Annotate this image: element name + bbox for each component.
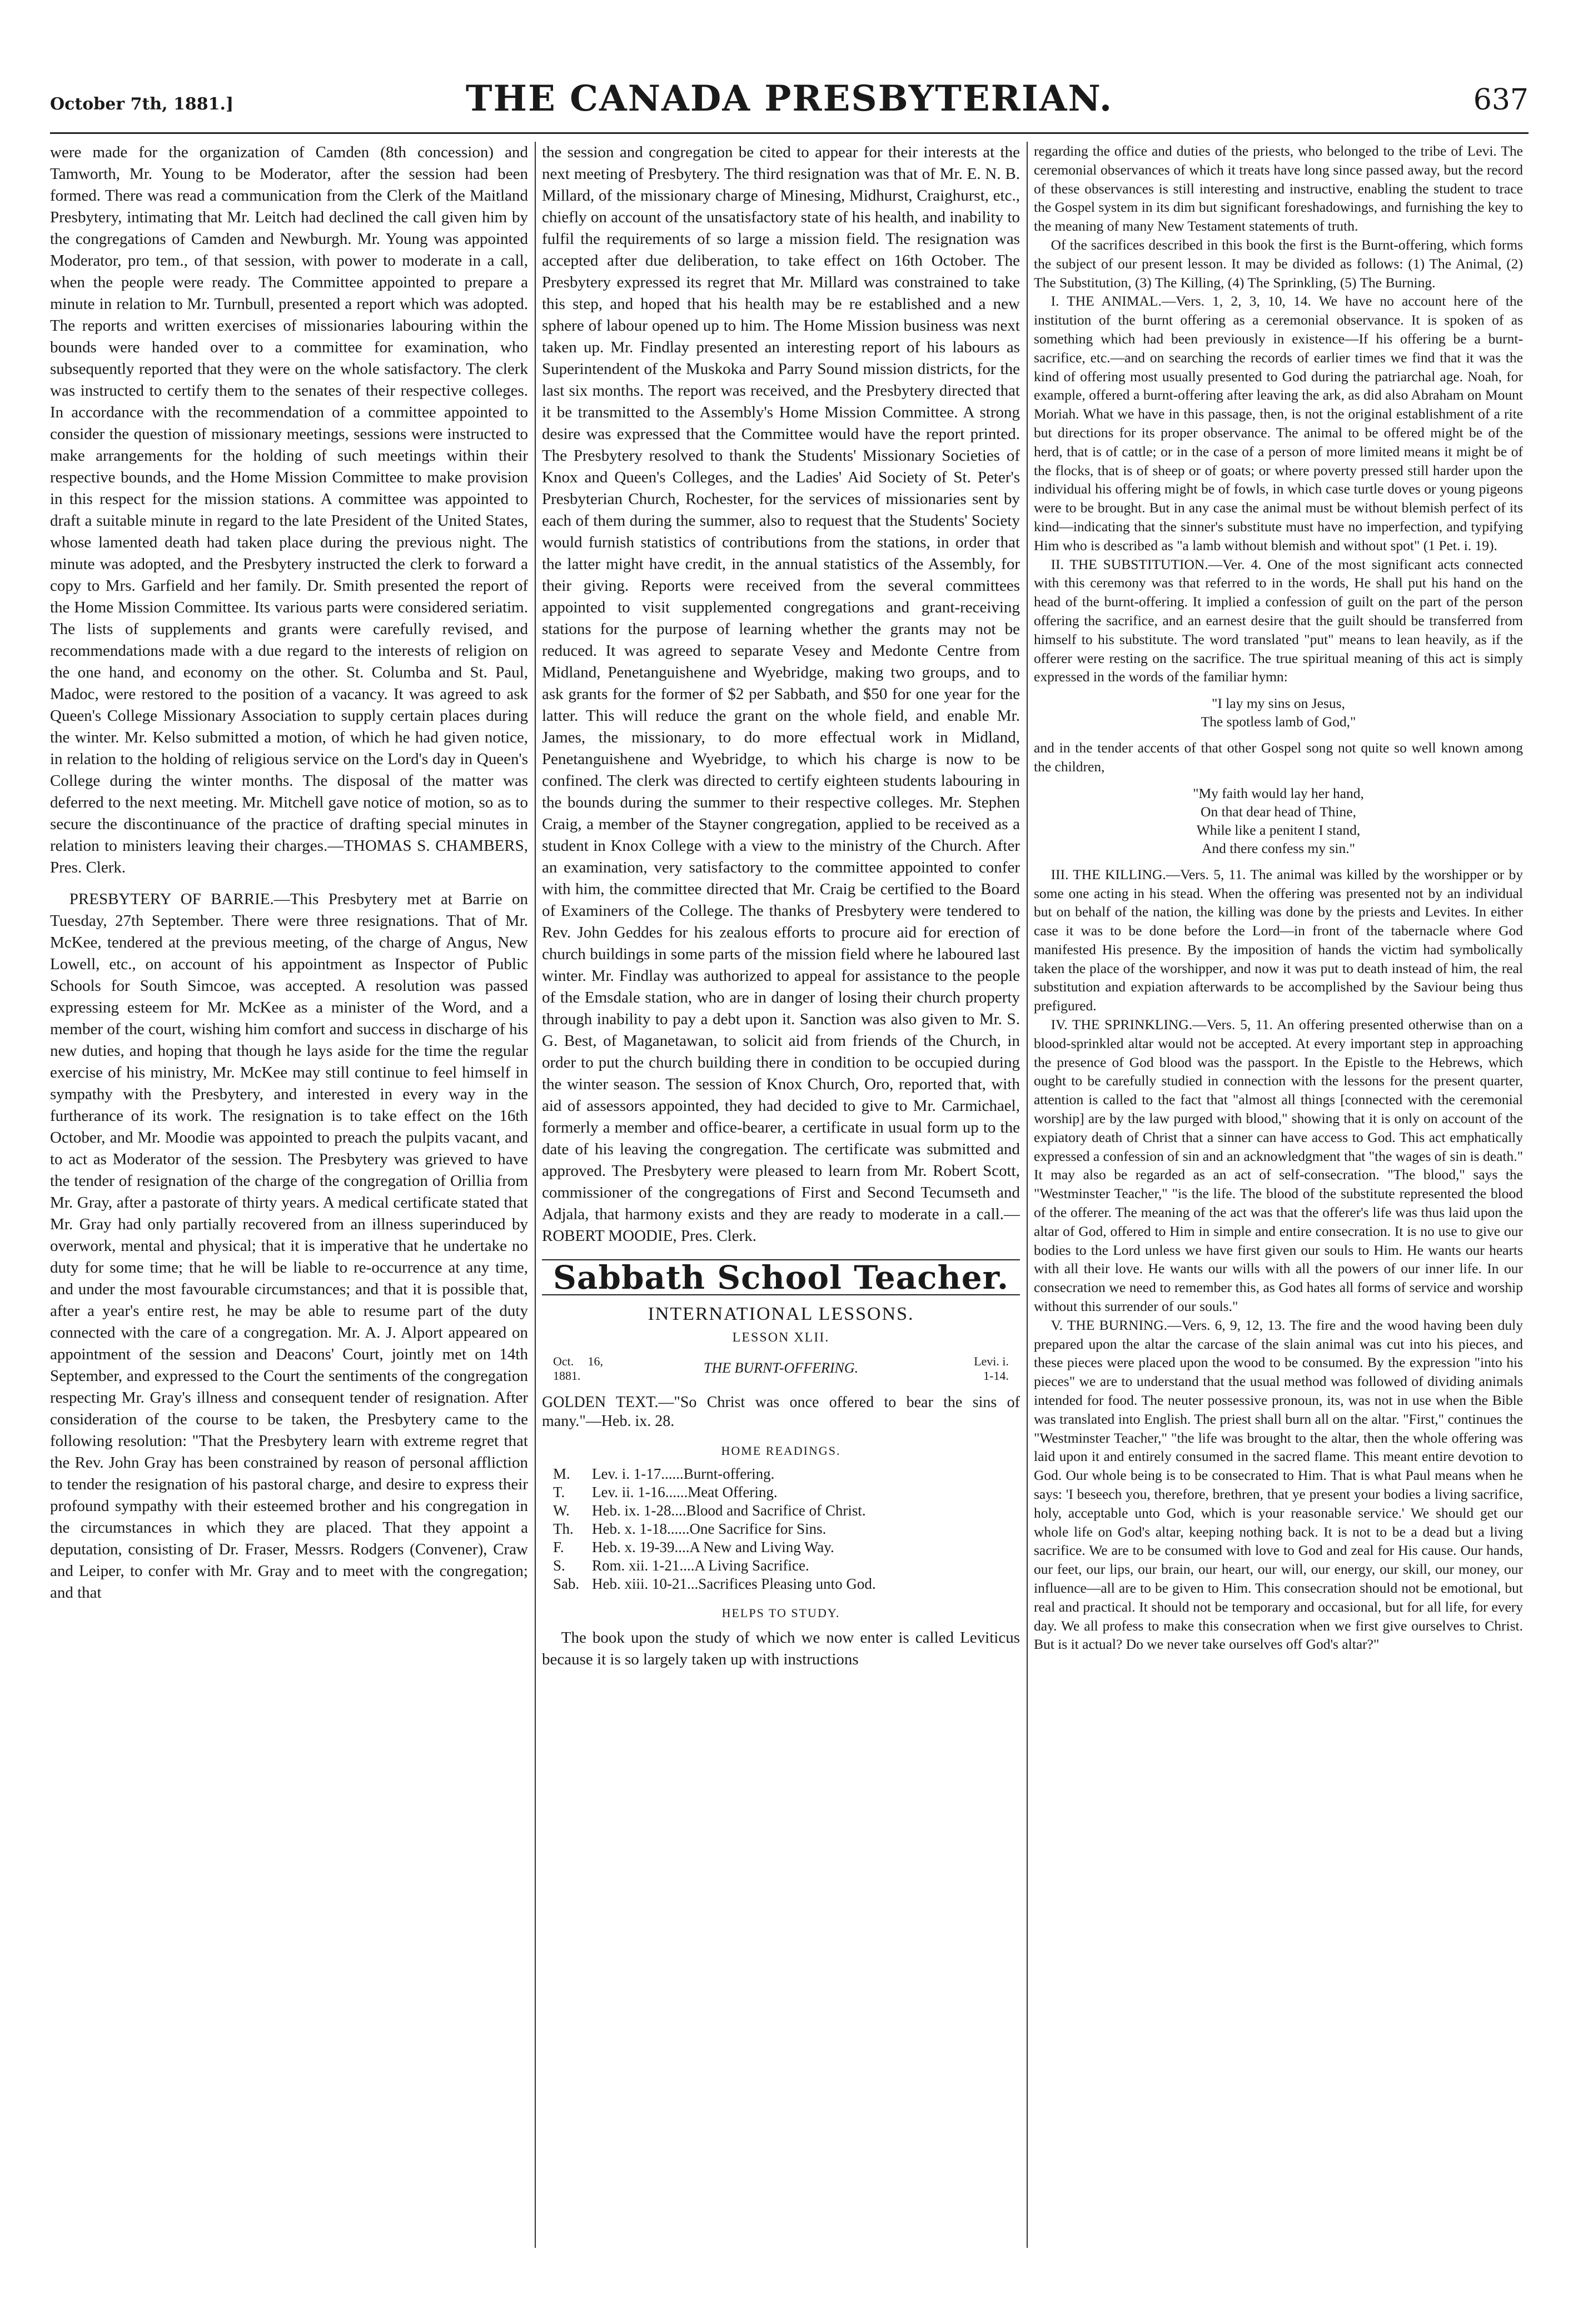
lesson-number: LESSON XLII. bbox=[732, 1330, 830, 1345]
newspaper-title: THE CANADA PRESBYTERIAN. bbox=[465, 78, 1113, 119]
gospel-song-quote bbox=[1034, 784, 1523, 857]
reading-item bbox=[553, 1538, 1020, 1557]
hymn-quote bbox=[1034, 694, 1523, 731]
reading-text: Lev. ii. 1-16......Meat Offering. bbox=[592, 1484, 778, 1500]
section-substitution: II. THE SUBSTITUTION.—Ver. 4. One of the most significant acts connected with this ceremony was that referred to in the words, He shall put his hand on the head of the burnt-offering. It implied a confession of guilt on the part of the person offering the sacrifice, and an earnest desire that the guilt should be transferred from himself to his substitute. The word translated "put" means to lean heavily, as if the offerer were resting on the sacrifice. The true spiritual meaning of this act is simply expressed in the words of the familiar hymn: bbox=[1034, 556, 1523, 685]
page-number: 637 bbox=[1473, 83, 1529, 117]
golden-text: GOLDEN TEXT.—"So Christ was once offered to bear the sins of many."—Heb. ix. 28. bbox=[542, 1394, 1020, 1430]
reading-text: Heb. x. 19-39....A New and Living Way. bbox=[592, 1539, 834, 1555]
reading-text: Heb. xiii. 10-21...Sacrifices Pleasing unto God. bbox=[592, 1575, 876, 1592]
reading-day: S. bbox=[553, 1557, 565, 1574]
lesson-title: THE BURNT-OFFERING. bbox=[703, 1360, 859, 1376]
hymn-line: The spotless lamb of God," bbox=[1201, 714, 1356, 730]
reading-text: Lev. i. 1-17......Burnt-offering. bbox=[592, 1465, 775, 1482]
lesson-divisions: Of the sacrifices described in this book the first is the Burnt-offering, which forms the subject of our present lesson. It may be divided as follows: (1) The Animal, (2) The Substitution, (3) The Killing, (4) The Sprinkling, (5) The Burning. bbox=[1034, 236, 1523, 291]
sabbath-school-section bbox=[542, 1259, 1020, 1670]
section-title: Sabbath School Teacher. bbox=[542, 1267, 1020, 1295]
issue-date: October 7th, 1881.] bbox=[50, 94, 234, 114]
section-sprinkling: IV. THE SPRINKLING.—Vers. 5, 11. An offering presented otherwise than on a blood-sprinkled altar would not be accepted. At every important step in approaching the presence of God blood was the passport. In the Epistle to the Hebrews, which ought to be carefully studied in connection with the lessons for the present quarter, attention is called to the fact that "almost all things [connected with the ceremonial worship] are by the law purged with blood," showing that it is only on account of the expiatory death of Christ that a sinner can have access to God. This act emphatically expressed a confession of sin and an acknowledgment that "the wages of sin is death." It may also be regarded as an act of self-consecration. "The blood," says the "Westminster Teacher," "is the life. The blood of the substitute represented the blood of the offerer. The meaning of the act was that the offerer's life was thus laid upon the altar of God, offered to Him in simple and entire consecration. It is no use to give our bodies to the Lord unless we have first given our souls to Him. He wants our hearts with all their love. He wants our wills with all the powers of our inner life. In our consecration we need to remember this, as God hates all forms of service and worship without this surrender of our souls." bbox=[1034, 1016, 1523, 1315]
header-rule bbox=[50, 132, 1529, 134]
column-middle bbox=[542, 142, 1020, 2253]
reading-text: Heb. x. 1-18......One Sacrifice for Sins. bbox=[592, 1520, 827, 1537]
reading-day: W. bbox=[553, 1502, 570, 1519]
helps-to-study-heading: HELPS TO STUDY. bbox=[721, 1606, 840, 1620]
column-divider bbox=[535, 142, 536, 2248]
lesson-date: Oct. 16, 1881. bbox=[553, 1354, 603, 1383]
column-right bbox=[1034, 142, 1523, 2253]
section-killing: III. THE KILLING.—Vers. 5, 11. The animal was killed by the worshipper or by some one acting in his stead. When the offering was presented not by an individual but on behalf of the nation, the killing was done by the priests and Levites. In either case it was to be done before the Lord—in front of the tabernacle where God manifested His presence. By the imposition of hands the victim had symbolically taken the place of the worshipper, and now it was put to death instead of him, the real substitution and expiation afterwards to be accomplished by the Saviour being thus prefigured. bbox=[1034, 866, 1523, 1014]
kingston-presbytery-report: were made for the organization of Camden (8th concession) and Tamworth, Mr. Young to be Moderator, after the session had been formed. There was read a communication from the Clerk of the Maitland Presbytery, intimating that Mr. Leitch had declined the call given him by the congregations of Camden and Newburgh. Mr. Young was appointed Moderator, pro tem., of that session, with power to moderate in a call, when the people were ready. The Committee appointed to prepare a minute in relation to Mr. Turnbull, presented a report which was adopted. The reports and written exercises of missionaries labouring within the bounds were handed over to a committee for examination, who subsequently reported that they were on the whole satisfactory. The clerk was instructed to certify them to the senates of their respective colleges. In accordance with the recommendation of a committee appointed to consider the question of missionary meetings, sessions were instructed to make arrangements for the holding of such meetings within their respective bounds, and the Home Mission Committee to make provision in this respect for the mission stations. A committee was appointed to draft a suitable minute in regard to the late President of the United States, whose lamented death had taken place during the previous night. The minute was adopted, and the Presbytery instructed the clerk to forward a copy to Mrs. Garfield and her family. Dr. Smith presented the report of the Home Mission Committee. Its various parts were considered seriatim. The lists of supplements and grants were carefully revised, and recommendations made with a due regard to the interests of religion on the one hand, and economy on the other. St. Columba and St. Paul, Madoc, were restored to the position of a vacancy. It was agreed to ask Queen's College Missionary Association to supply certain places during the winter. Mr. Kelso submitted a motion, of which he had given notice, in relation to the holding of religious service on the Lord's day in Queen's College during the winter months. The disposal of the matter was deferred to the next meeting. Mr. Mitchell gave notice of motion, so as to secure the discontinuance of the practice of drafting special minutes in relation to ministers leaving their charges.—THOMAS S. CHAMBERS, Pres. Clerk. bbox=[50, 143, 528, 876]
hymn-line: "I lay my sins on Jesus, bbox=[1212, 695, 1345, 712]
reading-item bbox=[553, 1520, 1020, 1538]
international-lessons-heading: INTERNATIONAL LESSONS. bbox=[648, 1304, 914, 1324]
section-burning: V. THE BURNING.—Vers. 6, 9, 12, 13. The fire and the wood having been duly prepared upon the altar the carcase of the slain animal was cut into his pieces, and these pieces were placed upon the wood to be consumed. By the expression "into his pieces" we are to understand that the usual method was followed of dividing animals intended for food. The neuter possessive pronoun, its, was not in use when the Bible was translated into English. The priest shall burn all on the altar. "First," continues the "Westminster Teacher," "the life was brought to the altar, then the whole offering was laid upon it and entirely consumed in the sacred flame. This meant entire devotion to God. Our whole being is to be consecrated to Him. That is what Paul means when he says: 'I beseech you, therefore, brethren, that ye present your bodies a living sacrifice, holy, acceptable unto God, which is your reasonable service.' We should get our whole life on God's altar, keeping nothing back. It is not to be a dead but a living sacrifice. We are to be consumed with love to God and zeal for His cause. Our hands, our feet, our lips, our brain, our heart, our will, our energy, our skill, our money, our influence—all are to be given to Him. This consecration should not be emotional, but real and practical. It should not be temporary and occasional, but for all life, for every day. We all profess to make this consecration when we first give ourselves to Christ. But is it actual? Do we never take ourselves off God's altar?" bbox=[1034, 1316, 1523, 1653]
reading-day: M. bbox=[553, 1465, 570, 1482]
song-line: "My faith would lay her hand, bbox=[1193, 785, 1364, 801]
reading-text: Heb. ix. 1-28....Blood and Sacrifice of Christ. bbox=[592, 1502, 866, 1519]
reading-item bbox=[553, 1575, 1020, 1593]
helps-to-study-text: The book upon the study of which we now enter is called Leviticus because it is so largely taken up with instructions bbox=[542, 1629, 1020, 1668]
home-readings-heading: HOME READINGS. bbox=[721, 1444, 841, 1458]
barrie-presbytery-continued: the session and congregation be cited to appear for their interests at the next meeting of Presbytery. The third resignation was that of Mr. E. N. B. Millard, of the missionary charge of Minesing, Midhurst, Craighurst, etc., chiefly on account of the unsatisfactory state of his health, and inability to fulfil the requirements of so large a mission field. The resignation was accepted after due deliberation, to take effect on 16th October. The Presbytery expressed its regret that Mr. Millard was constrained to take this step, and hoped that his health may be re established and a new sphere of labour opened up to him. The Home Mission business was next taken up. Mr. Findlay presented an interesting report of his labours as Superintendent of the Muskoka and Parry Sound mission districts, for the last six months. The report was received, and the Presbytery directed that it be transmitted to the Assembly's Home Mission Committee. A strong desire was expressed that the Committee would have the report printed. The Presbytery resolved to thank the Students' Missionary Societies of Knox and Queen's Colleges, and the Ladies' Aid Society of St. Peter's Presbyterian Church, Rochester, for the services of missionaries sent by each of them during the summer, also to request that the Students' Society would furnish statistics of contributions from the stations, in order that the latter might have credit, in the annual statistics of the Assembly, for their giving. Reports were received from the several committees appointed to visit supplemented congregations and grant-receiving stations for the purpose of learning whether the grants may not be reduced. It was agreed to separate Vesey and Medonte Centre from Midland, Penetanguishene and Wyebridge, making two groups, and to ask grants for the former of $2 per Sabbath, and $50 for one year for the latter. This will reduce the grant on the whole field, and enable Mr. James, the missionary, to do more effectual work in Midland, Penetanguishene and Wyebridge, to which his charge is now to be confined. The clerk was directed to certify eighteen students labouring in the bounds during the summer to their respective colleges. Mr. Stephen Craig, a member of the Stayner congregation, applied to be received as a student in Knox College with a view to the ministry of the Church. After an examination, very satisfactory to the committee appointed to confer with him, the committee directed that Mr. Craig be certified to the Board of Examiners of the College. The thanks of Presbytery were tendered to Rev. John Geddes for his zealous efforts to procure aid for erection of church buildings in some parts of the mission field where he laboured last winter. Mr. Findlay was authorized to appeal for assistance to the people of the Emsdale station, who are in danger of losing their church property through inability to pay a debt upon it. Sanction was also given to Mr. S. G. Best, of Maganetawan, to solicit aid from friends of the Church, in order to put the church building there in condition to be occupied during the winter season. The session of Knox Church, Oro, reported that, with aid of assessors appointed, they had decided to give to Mr. Carmichael, formerly a member and office-bearer, a certificate in usual form up to the date of his leaving the congregation. The certificate was submitted and approved. The Presbytery were pleased to learn from Mr. Robert Scott, commissioner of the congregations of First and Second Tecumseth and Adjala, that harmony exists and they are ready to moderate in a call.—ROBERT MOODIE, Pres. Clerk. bbox=[542, 143, 1020, 1245]
reading-day: T. bbox=[553, 1484, 565, 1500]
reading-text: Rom. xii. 1-21....A Living Sacrifice. bbox=[592, 1557, 809, 1574]
lesson-commentary-intro: regarding the office and duties of the priests, who belonged to the tribe of Levi. The ceremonial observances of which it treats have long since passed away, but the record of these observances is still interesting and instructive, enabling the student to trace the Gospel system in its dim but significant foreshadowings, and furnishing the key to the meaning of many New Testament statements of truth. bbox=[1034, 143, 1523, 235]
reading-day: Th. bbox=[553, 1520, 574, 1537]
section-animal: I. THE ANIMAL.—Vers. 1, 2, 3, 10, 14. We have no account here of the institution of the burnt offering as a ceremonial observance. It is spoken of as something which had been previously in existence—If his offering be a burnt-sacrifice, etc.—and on searching the records of earlier times we find that it was the kind of offering most usually presented to God during the patriarchal age. Noah, for example, offered a burnt-offering after leaving the ark, as did also Abraham on Mount Moriah. What we have in this passage, then, is not the original establishment of a rite but directions for its proper observance. The animal to be offered might be of the herd, that is of cattle; or in the case of a person of more limited means it might be of the flocks, that is of sheep or of goats; or where poverty pressed still harder upon the individual his offering might be of fowls, in which case turtle doves or young pigeons were to be brought. But in any case the animal must be without blemish perfect of its kind—indicating that the sinner's substitute must have no imperfection, and typifying Him who is described as "a lamb without blemish and without spot" (1 Pet. i. 19). bbox=[1034, 293, 1523, 553]
reading-item bbox=[553, 1465, 1020, 1483]
barrie-presbytery-report: PRESBYTERY OF BARRIE.—This Presbytery met at Barrie on Tuesday, 27th September. There were three resignations. That of Mr. McKee, tendered at the previous meeting, of the charge of Angus, New Lowell, etc., on account of his appointment as Inspector of Public Schools for South Simcoe, was accepted. A resolution was passed expressing esteem for Mr. McKee as a minister of the Word, and a member of the court, wishing him comfort and success in discharge of his new duties, and hoping that though he lays aside for the time the regular exercise of his ministry, Mr. McKee may still continue to feel himself in sympathy with the Presbytery, and interested in every way in the furtherance of its work. The resignation is to take effect on the 16th October, and Mr. Moodie was appointed to preach the pulpits vacant, and to act as Moderator of the session. The Presbytery was grieved to have the tender of resignation of the charge of the congregation of Orillia from Mr. Gray, after a pastorate of thirty years. A medical certificate stated that Mr. Gray had only partially recovered from an illness superinduced by overwork, mental and physical; that it is imperative that he undertake no duty for some time; that he will be liable to re-occurrence at any time, and under the most favourable circumstances; and that it is possible that, after a year's entire rest, he may be able to resume part of the duty connected with the care of a congregation. Mr. A. J. Alport appeared on appointment of the session and Deacons' Court, jointly met on 14th September, and expressed to the Court the sentiments of the congregation respecting Mr. Gray's illness and consequent tender of resignation. After consideration of the course to be taken, the Presbytery came to the following resolution: "That the Presbytery learn with extreme regret that the Rev. John Gray has been constrained by reason of personal affliction to tender the resignation of his pastoral charge, and desire to express their profound sympathy with their esteemed brother and his congregation in the circumstances in which they are placed. That they appoint a deputation, consisting of Dr. Fraser, Messrs. Rodgers (Convener), Craw and Leiper, to confer with Mr. Gray and to meet with the congregation; and that bbox=[50, 890, 528, 1602]
reading-item bbox=[553, 1557, 1020, 1575]
song-line: On that dear head of Thine, bbox=[1201, 803, 1356, 820]
hymn-transition: and in the tender accents of that other Gospel song not quite so well known among the children, bbox=[1034, 740, 1523, 775]
song-line: And there confess my sin." bbox=[1202, 840, 1355, 856]
lesson-header bbox=[542, 1354, 1020, 1388]
column-divider bbox=[1027, 142, 1028, 2248]
song-line: While like a penitent I stand, bbox=[1196, 821, 1361, 838]
reading-day: Sab. bbox=[553, 1575, 580, 1592]
column-left bbox=[50, 142, 528, 2253]
reading-item bbox=[553, 1502, 1020, 1520]
page-header bbox=[50, 78, 1529, 128]
reading-item bbox=[553, 1483, 1020, 1502]
home-readings-list bbox=[542, 1465, 1020, 1593]
reading-day: F. bbox=[553, 1539, 564, 1555]
lesson-reference: Levi. i. 1-14. bbox=[974, 1354, 1009, 1383]
